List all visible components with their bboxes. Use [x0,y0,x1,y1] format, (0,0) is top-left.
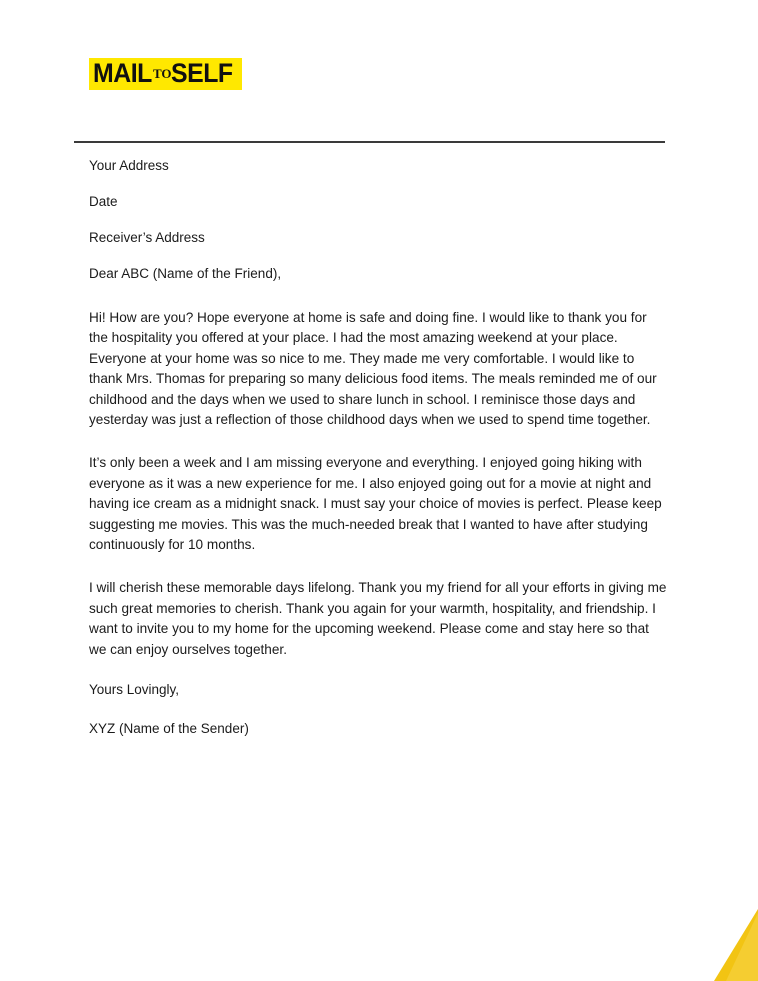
letter-sender-address-placeholder: Your Address [89,158,169,173]
letter-receiver-address-placeholder: Receiver’s Address [89,229,205,245]
logo-text-self: SELF [170,58,233,88]
logo-text-mail: MAIL [93,58,152,88]
letter-body [89,158,669,738]
letter-closing: Yours Lovingly, [89,682,180,698]
logo-text-to: TO [152,66,172,81]
header-divider [74,141,665,143]
letter-salutation: Dear ABC (Name of the Friend), [89,265,282,281]
logo-highlight-band [89,58,242,90]
yellow-corner-mark [696,903,758,981]
site-logo [89,58,242,94]
letter-signature: XYZ (Name of the Sender) [89,721,249,737]
letter-paragraph-3: I will cherish these memorable days lifelong. Thank you my friend for all your efforts in giving me such great memories to cherish. Thank you again for your warmth, hospitality, and friendship. I want to invite you to my home for the upcoming weekend. Please come and stay here so that we can enjoy ourselves together. [89,580,667,657]
letter-paragraph-1: Hi! How are you? Hope everyone at home is safe and doing fine. I would like to thank you for the hospitality you offered at your place. I had the most amazing weekend at your place. Everyone at your home was so nice to me. They made me very comfortable. I would like to thank Mrs. Thomas for preparing so many delicious food items. The meals reminded me of our childhood and the days when we used to share lunch in school. I reminisce those days and yesterday was just a reflection of those childhood days when we used to spend time together. [89,309,657,428]
letter-date-placeholder: Date [89,193,118,209]
letter-paragraph-2: It’s only been a week and I am missing everyone and everything. I enjoyed going hiking with everyone as it was a new experience for me. I also enjoyed going out for a movie at night and having ice cream as a midnight snack. I must say your choice of movies is perfect. Please keep suggesting me movies. This was the much-needed break that I wanted to have after studying continuously for 10 months. [89,455,662,553]
